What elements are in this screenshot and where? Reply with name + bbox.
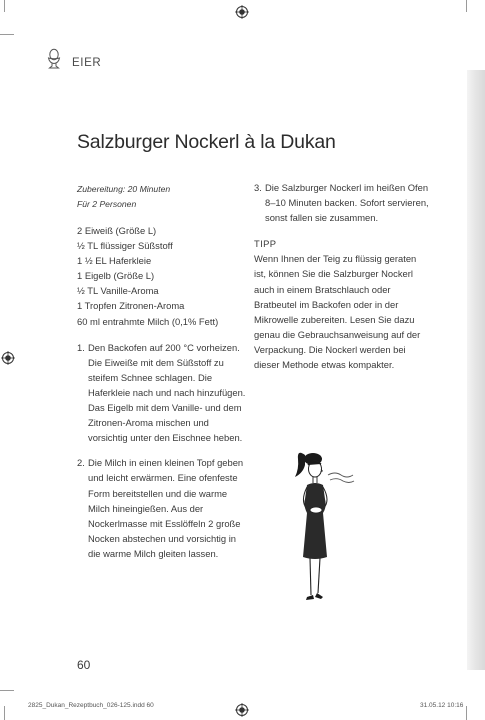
ingredient-item: 60 ml entrahmte Milch (0,1% Fett) — [77, 315, 219, 327]
step-text: Die Milch in einen kleinen Topf geben und leicht erwärmen. Eine ofenfeste Form bereitstellen und die warme Milch hineingießen. Aus der Nockerlmasse mit Esslöffeln 2 große Nocken abstechen und vorsichtig in die warme Milch gleiten lassen. — [88, 457, 244, 559]
step-item — [77, 340, 247, 446]
trim-mark — [466, 706, 467, 720]
ingredient-item: 1 Eigelb (Größe L) — [77, 270, 155, 282]
registration-mark-icon — [1, 351, 15, 365]
tip-heading: TIPP — [254, 238, 277, 250]
step-number: 2. — [77, 457, 85, 469]
registration-mark-icon — [235, 5, 249, 19]
trim-mark — [4, 0, 5, 12]
print-slug-date: 31.05.12 10:16 — [420, 702, 464, 709]
trim-mark — [0, 34, 14, 35]
ingredient-item: ½ TL Vanille-Aroma — [77, 285, 159, 297]
right-column — [254, 180, 429, 372]
chapter-label: EIER — [72, 57, 102, 69]
trim-mark — [466, 0, 467, 12]
tip-text: Wenn Ihnen der Teig zu flüssig geraten ist, können Sie die Salzburger Nockerl auch in einem Bratschlauch oder Bratbeutel im Backofen oder in der Mikrowelle zubereiten. Lesen Sie dazu genau die Gebrauchsanweisung auf der Verpackung. Die Nockerl werden bei dieser Methode etwas kompakter. — [254, 253, 421, 371]
page-number: 60 — [77, 658, 91, 672]
steps-list — [77, 340, 247, 561]
woman-illustration — [283, 447, 363, 617]
left-column — [77, 182, 247, 571]
ingredient-list — [77, 223, 247, 329]
prep-time: Zubereitung: 20 Minuten — [77, 184, 171, 194]
step-number: 3. — [254, 182, 262, 193]
print-slug-file: 2825_Dukan_Rezeptbuch_026-125.indd 60 — [28, 702, 154, 709]
page-gutter-shadow — [467, 70, 485, 670]
trim-mark — [0, 690, 14, 691]
ingredient-item: 1 ½ EL Haferkleie — [77, 255, 152, 267]
servings: Für 2 Personen — [77, 199, 137, 209]
ingredient-item: 1 Tropfen Zitronen-Aroma — [77, 300, 185, 312]
step-text: Die Salzburger Nockerl im heißen Ofen 8–10 Minuten backen. Sofort servieren, sonst fallen sie zusammen. — [265, 182, 429, 224]
step-item — [254, 180, 429, 225]
ingredient-item: ½ TL flüssiger Süßstoff — [77, 240, 173, 252]
recipe-title: Salzburger Nockerl à la Dukan — [77, 131, 336, 153]
step-text: Den Backofen auf 200 °C vorheizen. Die Eiweiße mit dem Süßstoff zu steifem Schnee schlagen. Die Haferkleie nach und nach hinzufügen. Das Eigelb mit dem Vanille- und dem Zitronen-Aroma mischen und vorsichtig unter den Eischnee heben. — [88, 341, 246, 444]
registration-mark-icon — [235, 703, 249, 717]
egg-cup-icon — [45, 48, 63, 70]
trim-mark — [4, 706, 5, 720]
step-number: 1. — [77, 341, 85, 353]
ingredient-item: 2 Eiweiß (Größe L) — [77, 225, 157, 236]
step-item — [77, 455, 247, 561]
